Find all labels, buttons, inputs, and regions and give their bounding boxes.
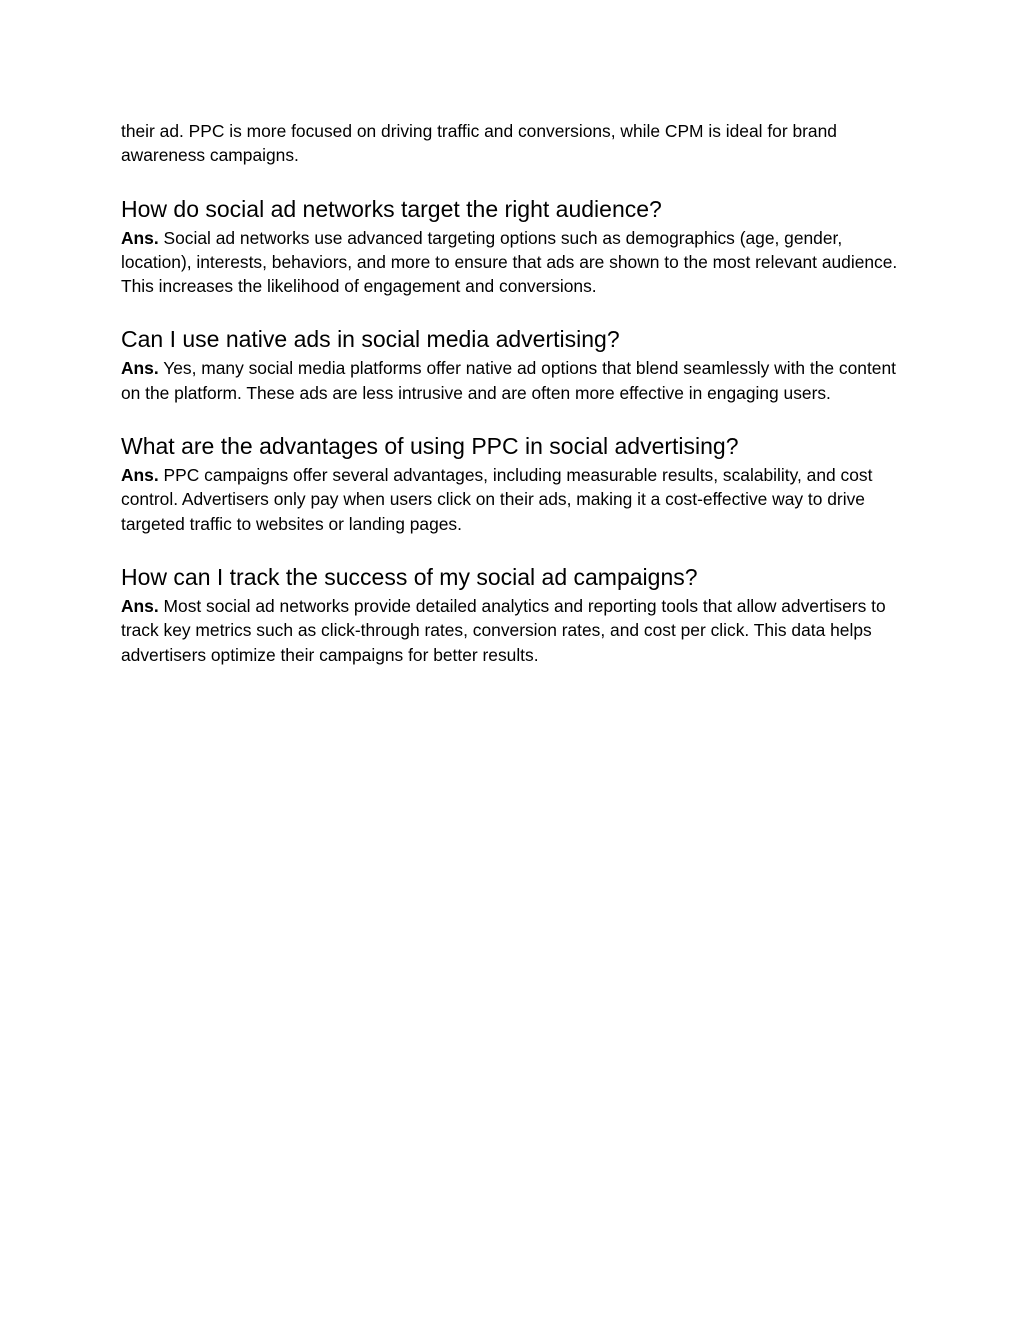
document-page	[121, 119, 911, 693]
faq-answer	[121, 356, 911, 405]
faq-answer-text: Social ad networks use advanced targeting options such as demographics (age, gender, location), interests, behaviors, and more to ensure that ads are shown to the most relevant audience. This increases the likelihood of engagement and conversions.	[121, 227, 898, 297]
faq-answer-text: Yes, many social media platforms offer native ad options that blend seamlessly with the content on the platform. These ads are less intrusive and are often more effective in engaging users.	[121, 358, 896, 403]
faq-item	[121, 194, 911, 299]
faq-question: How do social ad networks target the right audience?	[121, 195, 662, 222]
intro-paragraph: their ad. PPC is more focused on driving traffic and conversions, while CPM is ideal for brand awareness campaigns.	[121, 121, 837, 166]
faq-question: How can I track the success of my social ad campaigns?	[121, 563, 698, 590]
faq-answer	[121, 226, 911, 299]
faq-item	[121, 431, 911, 536]
answer-label: Ans.	[121, 465, 159, 486]
faq-answer-text: Most social ad networks provide detailed analytics and reporting tools that allow advertisers to track key metrics such as click-through rates, conversion rates, and cost per click. This data helps advertisers optimize their campaigns for better results.	[121, 595, 886, 665]
faq-question: Can I use native ads in social media advertising?	[121, 326, 620, 353]
faq-item	[121, 324, 911, 405]
faq-answer	[121, 463, 911, 536]
answer-label: Ans.	[121, 227, 159, 248]
answer-label: Ans.	[121, 358, 159, 379]
answer-label: Ans.	[121, 595, 159, 616]
faq-answer	[121, 594, 911, 667]
faq-answer-text: PPC campaigns offer several advantages, including measurable results, scalability, and cost control. Advertisers only pay when users click on their ads, making it a cost-effective way to drive targeted traffic to websites or landing pages.	[121, 465, 873, 534]
faq-item	[121, 562, 911, 667]
faq-question: What are the advantages of using PPC in social advertising?	[121, 433, 739, 460]
